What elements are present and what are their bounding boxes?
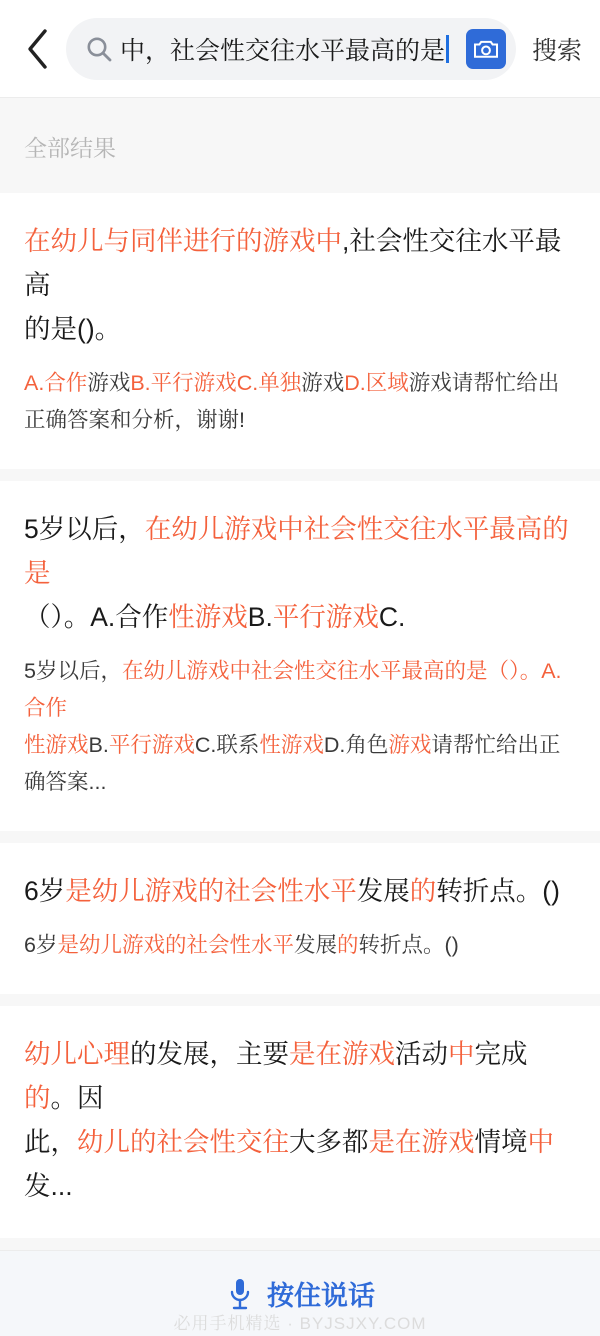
hold-to-talk-button[interactable] [0, 1250, 600, 1336]
back-button[interactable] [14, 19, 62, 79]
list-item[interactable] [0, 1006, 600, 1238]
search-query-text: 中，社会性交往水平最高的是 [120, 36, 446, 65]
result-snippet: 5岁以后，在幼儿游戏中社会性交往水平最高的是（）。A.合作 性游戏B.平行游戏C.联系性游戏D.角色游戏请帮忙给出正确答案... [24, 659, 562, 794]
results-list[interactable] [0, 98, 600, 1250]
camera-search-button[interactable] [466, 29, 506, 69]
search-header [0, 0, 600, 98]
result-title: 幼儿心理的发展，主要是在游戏活动中完成的。因 此，幼儿的社会性交往大多都是在游戏情境中发... [24, 1039, 554, 1201]
search-icon [84, 34, 114, 64]
list-item[interactable] [0, 193, 600, 469]
search-input[interactable] [66, 18, 516, 80]
watermark-text: 必用手机精选 · BYJSJXY.COM [173, 1314, 427, 1333]
results-section-title: 全部结果 [0, 98, 600, 193]
chevron-left-icon [25, 27, 51, 71]
result-snippet: 6岁是幼儿游戏的社会性水平发展的转折点。() [24, 933, 459, 957]
camera-icon [473, 38, 499, 60]
search-submit-button[interactable]: 搜索 [531, 36, 582, 65]
hold-to-talk-label: 按住说话 [267, 1281, 375, 1311]
result-title: 在幼儿与同伴进行的游戏中,社会性交往水平最高 的是()。 [24, 226, 562, 344]
microphone-icon [225, 1276, 255, 1312]
result-title: 5岁以后，在幼儿游戏中社会性交往水平最高的是 （）。A.合作性游戏B.平行游戏C. [24, 514, 569, 632]
text-caret [446, 35, 449, 63]
list-item[interactable] [0, 481, 600, 831]
list-item[interactable] [0, 843, 600, 994]
result-snippet: A.合作游戏B.平行游戏C.单独游戏D.区域游戏请帮忙给出正确答案和分析，谢谢! [24, 371, 560, 432]
result-title: 6岁是幼儿游戏的社会性水平发展的转折点。() [24, 876, 560, 906]
search-query-wrap[interactable] [120, 31, 462, 67]
